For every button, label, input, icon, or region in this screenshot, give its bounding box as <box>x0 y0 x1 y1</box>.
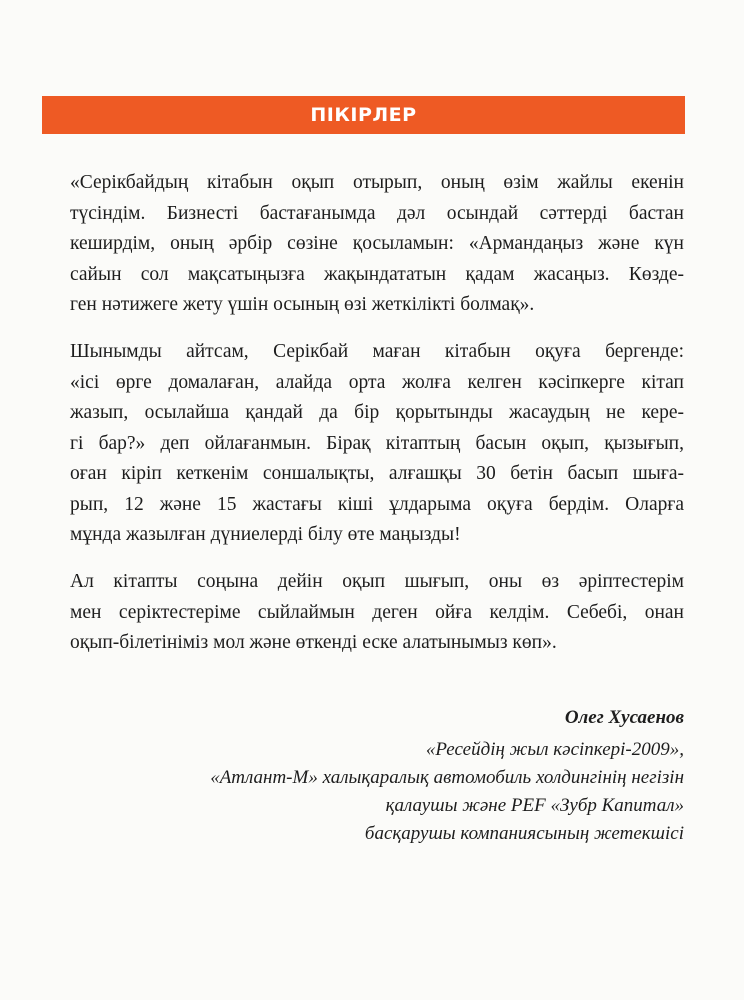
paragraph-line: сайын сол мақсатыңызға жақындататын қадам жасаңыз. Көзде- <box>70 263 684 285</box>
paragraph-line: оған кіріп кеткенім соншалықты, алғашқы 30 бетін басып шыға- <box>70 463 684 484</box>
paragraph-line: рып, 12 және 15 жастағы кіші ұлдарыма оқуға бердім. Оларға <box>70 493 684 515</box>
paragraph-line: мұнда жазылған дүниелерді білу өте маңызды! <box>70 524 461 545</box>
paragraph-line: түсіндім. Бизнесті бастағанымда дәл осындай сәттерді бастан <box>70 202 684 224</box>
paragraph-line: «ісі өрге домалаған, алайда орта жолға келген кәсіпкерге кітап <box>70 371 684 393</box>
paragraph-line: кеширдім, оның әрбір сөзіне қосыламын: «Армандаңыз және күн <box>70 233 684 254</box>
paragraph-line: ген нәтижеге жету үшін осының өзі жеткілікті болмақ». <box>70 294 535 315</box>
paragraph-line: жазып, осылайша қандай да бір қорытынды жасаудың не кере- <box>70 402 684 423</box>
signature-name: Олег Хусаенов <box>564 707 684 728</box>
section-title: ПІКІРЛЕР <box>310 104 417 126</box>
paragraph-line: Ал кітапты соңына дейін оқып шығып, оны өз әріптестерім <box>70 571 684 592</box>
signature-credentials <box>44 736 684 848</box>
section-header-banner <box>42 96 685 134</box>
signature-line: басқарушы компаниясының жетекшісі <box>364 823 684 844</box>
paragraph-line: мен серіктестеріме сыйлаймын деген ойға келдім. Себебі, онан <box>70 601 684 623</box>
signature-line: «Атлант-М» халықаралық автомобиль холдингінің негізін <box>210 767 684 788</box>
paragraph-line: Шынымды айтсам, Серікбай маған кітабын оқуға бергенде: <box>70 341 684 362</box>
signature-line: «Ресейдің жыл кәсіпкері-2009», <box>425 739 684 760</box>
testimonial-paragraph-3 <box>70 567 684 659</box>
signature-line: қалаушы және PEF «Зубр Капитал» <box>385 795 684 816</box>
paragraph-line: «Серікбайдың кітабын оқып отырып, оның өзім жайлы екенін <box>70 172 684 193</box>
testimonial-paragraph-2 <box>70 337 684 551</box>
testimonial-paragraph-1 <box>70 168 684 321</box>
paragraph-line: гі бар?» деп ойлағанмын. Бірақ кітаптың басын оқып, қызығып, <box>70 432 684 454</box>
paragraph-line: оқып-білетініміз мол және өткенді еске алатынымыз көп». <box>70 632 557 653</box>
